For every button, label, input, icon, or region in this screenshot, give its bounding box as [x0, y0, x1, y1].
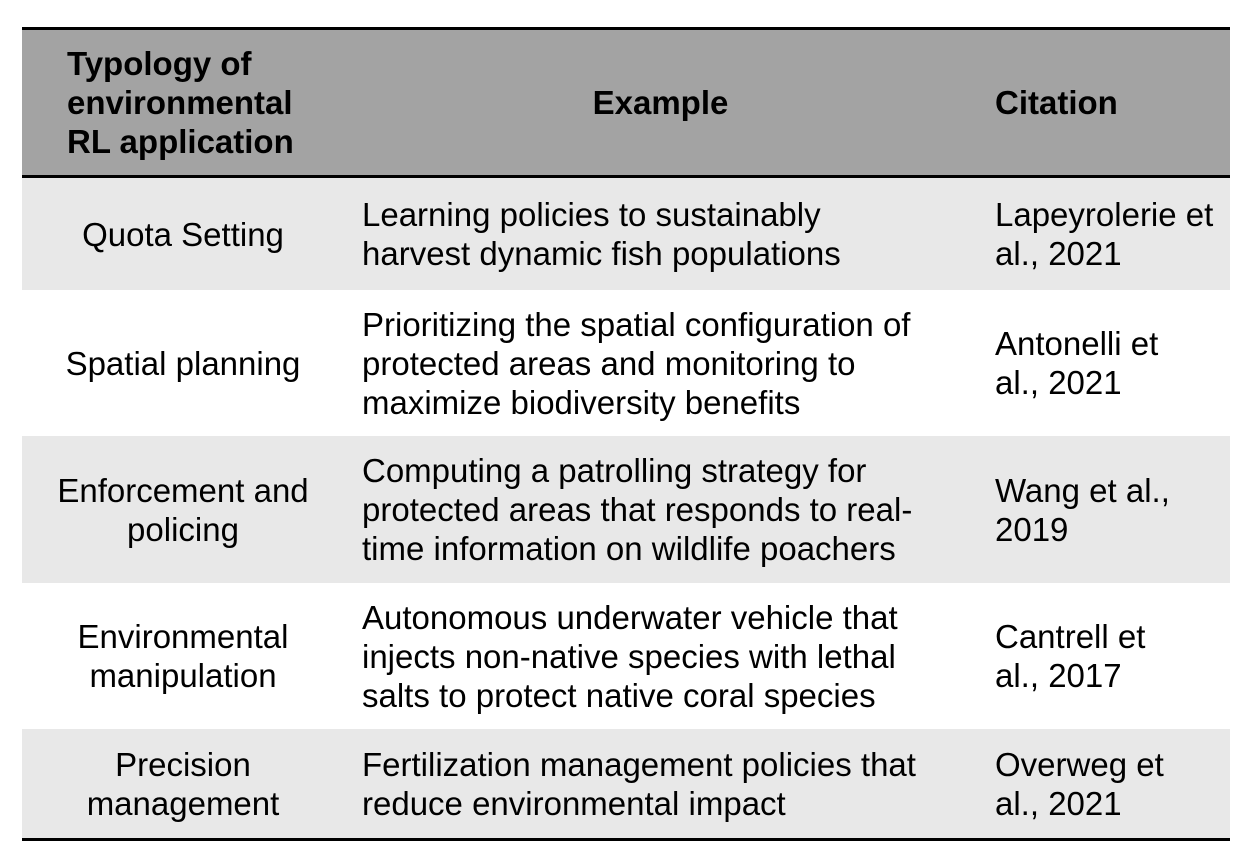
- table-row: [22, 436, 1230, 583]
- cell-example: Prioritizing the spatial configuration of protected areas and monitoring to maximize biodiversity benefits: [362, 305, 911, 421]
- cell-example: Computing a patrolling strategy for protected areas that responds to real-time information on wildlife poachers: [362, 452, 913, 567]
- cell-typology: Quota Setting: [82, 215, 284, 253]
- cell-citation: Antonelli et al., 2021: [995, 325, 1159, 401]
- cell-typology: Spatial planning: [65, 344, 301, 382]
- cell-example: Learning policies to sustainably harvest dynamic fish populations: [362, 196, 841, 272]
- cell-example: Autonomous underwater vehicle that injects non-native species with lethal salts to protect native coral species: [362, 598, 898, 714]
- header-citation: Citation: [995, 84, 1118, 121]
- cell-citation: Cantrell et al., 2017: [995, 618, 1146, 694]
- rl-applications-table: [22, 27, 1230, 841]
- cell-typology: Precision management: [86, 745, 280, 822]
- table-row: [22, 583, 1230, 729]
- cell-citation: Wang et al., 2019: [995, 471, 1170, 548]
- header-example: Example: [592, 84, 729, 121]
- cell-example: Fertilization management policies that reduce environmental impact: [362, 745, 916, 822]
- table-row: [22, 290, 1230, 436]
- cell-citation: Lapeyrolerie et al., 2021: [995, 196, 1214, 272]
- table-row: [22, 729, 1230, 838]
- table-bottom-rule: [22, 838, 1230, 841]
- header-typology: Typology of environmental RL application: [67, 45, 294, 160]
- table-row: [22, 178, 1230, 290]
- cell-typology: Enforcement and policing: [57, 471, 309, 548]
- table-header-row: [22, 30, 1230, 175]
- cell-typology: Environmental manipulation: [77, 618, 289, 694]
- cell-citation: Overweg et al., 2021: [995, 745, 1164, 822]
